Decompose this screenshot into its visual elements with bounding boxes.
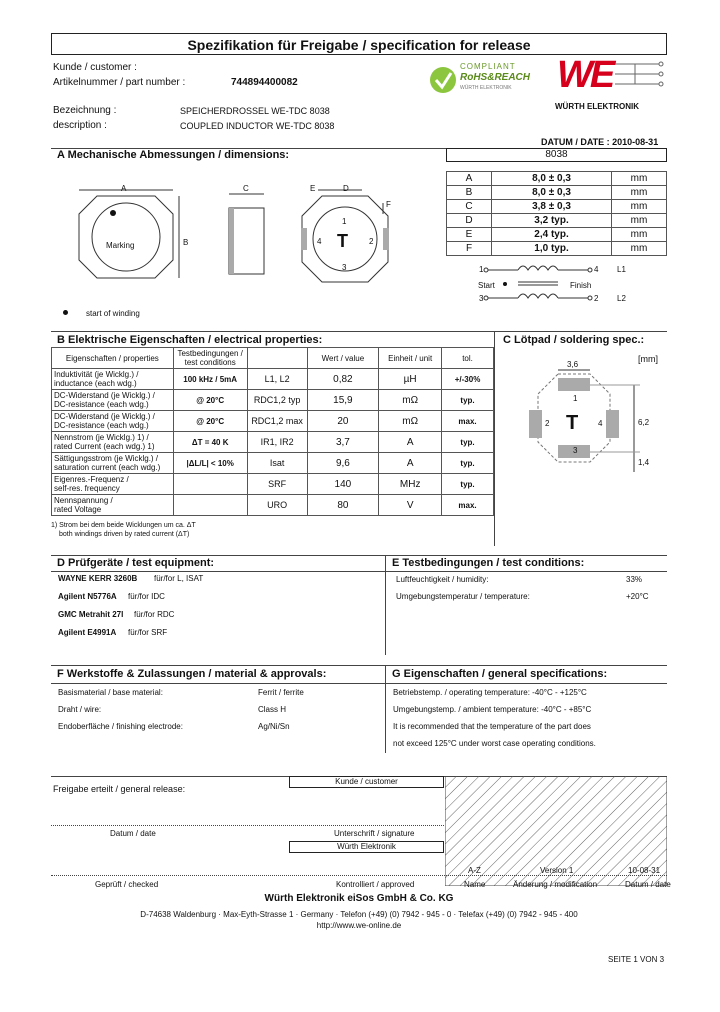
dimension-table: [446, 171, 667, 256]
equipment-name: WAYNE KERR 3260B: [58, 574, 138, 583]
symbol-cell: URO: [247, 495, 307, 516]
electrical-row: [52, 495, 494, 516]
we-logo: [555, 54, 667, 112]
condition-cell: @ 20°C: [173, 411, 247, 432]
section-e-divider: [385, 555, 386, 655]
start-winding-dot: [63, 310, 68, 315]
rev-name: A-Z: [468, 866, 481, 875]
value-cell: 80: [307, 495, 379, 516]
equipment-use: für/for SRF: [128, 628, 168, 637]
general-spec-line: not exceed 125°C under worst case operating conditions.: [393, 739, 596, 748]
dim-value: 8,0 ± 0,3: [492, 186, 612, 200]
electrical-row: [52, 390, 494, 411]
pad-2-a: 2: [369, 237, 374, 246]
property-en: DC-resistance (each wdg.): [54, 421, 149, 430]
page-number: SEITE 1 VON 3: [608, 955, 665, 964]
material-value: Class H: [258, 705, 287, 714]
section-c-divider: [494, 331, 495, 546]
dimension-row: [447, 200, 667, 214]
symbol-cell: L1, L2: [247, 369, 307, 390]
electrical-header-cell: Wert / value: [307, 348, 379, 369]
section-a-title: A Mechanische Abmessungen / dimensions:: [57, 149, 290, 161]
condition-cell: ΔT = 40 K: [173, 432, 247, 453]
section-f-line: [51, 665, 667, 666]
unit-cell: MHz: [379, 474, 442, 495]
dim-label-f: F: [386, 200, 391, 209]
property-de: Nennstrom (je Wicklg.) 1) /: [54, 433, 149, 442]
value-cell: 3,7: [307, 432, 379, 453]
section-d-subline: [51, 571, 667, 572]
rohs-line3: WÜRTH ELEKTRONIK: [460, 85, 512, 91]
general-spec-line: Betriebstemp. / operating temperature: -40°C - +125°C: [393, 688, 587, 697]
symbol-cell: SRF: [247, 474, 307, 495]
equipment-name: GMC Metrahit 27I: [58, 610, 124, 619]
electrical-row: [52, 474, 494, 495]
description-value: COUPLED INDUCTOR WE-TDC 8038: [180, 121, 335, 131]
bezeichnung-label: Bezeichnung :: [53, 105, 117, 116]
dim-unit: mm: [612, 214, 667, 228]
property-de: Induktivität (je Wicklg.) /: [54, 370, 139, 379]
symbol-cell: RDC1,2 max: [247, 411, 307, 432]
pad-dim-3: 1,4: [638, 458, 650, 467]
rev-change: Version 1: [540, 866, 574, 875]
dim-key: D: [447, 214, 492, 228]
dim-label-d: D: [343, 184, 349, 193]
condition-value: +20°C: [626, 592, 649, 601]
electrical-header-cell: Einheit / unit: [379, 348, 442, 369]
symbol-cell: Isat: [247, 453, 307, 474]
value-cell: 0,82: [307, 369, 379, 390]
electrical-table: [51, 347, 494, 516]
tolerance-cell: typ.: [442, 390, 494, 411]
customer-header: Kunde / customer: [335, 777, 398, 786]
unit-cell: mΩ: [379, 390, 442, 411]
dim-key: B: [447, 186, 492, 200]
dim-label-a: A: [121, 184, 127, 193]
pad-1-a: 1: [342, 217, 347, 226]
pad-4-c: 4: [598, 419, 603, 428]
bezeichnung-value: SPEICHERDROSSEL WE-TDC 8038: [180, 106, 330, 116]
property-en: rated Current (each wdg.) 1): [54, 442, 155, 451]
pad-dim-1: 3,6: [567, 360, 579, 369]
value-cell: 9,6: [307, 453, 379, 474]
section-g-title: G Eigenschaften / general specifications:: [392, 668, 608, 680]
electrical-header-row: [52, 348, 494, 369]
rohs-badge: [428, 62, 540, 96]
release-label: Freigabe erteilt / general release:: [53, 784, 186, 794]
electrical-row: [52, 432, 494, 453]
section-e-title: E Testbedingungen / test conditions:: [392, 557, 585, 569]
unit-cell: V: [379, 495, 442, 516]
value-cell: 20: [307, 411, 379, 432]
property-en: saturation current (each wdg.): [54, 463, 161, 472]
rohs-line1: COMPLIANT: [460, 62, 516, 71]
schem-finish: Finish: [570, 281, 592, 290]
pad-1-c: 1: [573, 394, 578, 403]
dimension-row: [447, 186, 667, 200]
tolerance-cell: max.: [442, 495, 494, 516]
section-d-title: D Prüfgeräte / test equipment:: [57, 557, 215, 569]
section-b-title: B Elektrische Eigenschaften / electrical properties:: [57, 334, 323, 346]
pad-center-c: T: [566, 412, 579, 434]
dim-label-c: C: [243, 184, 249, 193]
section-g-divider: [385, 665, 386, 753]
footer-company: Würth Elektronik eiSos GmbH & Co. KG: [264, 893, 454, 904]
pad-2-c: 2: [545, 419, 550, 428]
condition-cell: [173, 495, 247, 516]
property-cell: [52, 432, 174, 453]
tolerance-cell: typ.: [442, 453, 494, 474]
dim-unit: mm: [612, 228, 667, 242]
property-de: DC-Widerstand (je Wicklg.) /: [54, 391, 155, 400]
schem-l2: L2: [617, 294, 626, 303]
approved-label: Kontrolliert / approved: [336, 880, 415, 889]
dim-unit: mm: [612, 186, 667, 200]
property-cell: [52, 411, 174, 432]
equipment-use: für/for L, ISAT: [154, 574, 204, 583]
circuit-lines-icon: [615, 58, 665, 98]
partnumber-label: Artikelnummer / part number :: [53, 77, 186, 88]
unit-cell: A: [379, 432, 442, 453]
partnumber-value: 744894400082: [231, 77, 298, 88]
property-en: DC-resistance (each wdg.): [54, 400, 149, 409]
rev-date-label: Datum / date: [625, 880, 671, 889]
coupled-inductor-schematic: [478, 262, 638, 306]
section-c-title: C Lötpad / soldering spec.:: [503, 334, 645, 346]
general-spec-line: Umgebungstemp. / ambient temperature: -40°C - +85°C: [393, 705, 592, 714]
dimension-row: [447, 242, 667, 256]
dim-unit: mm: [612, 172, 667, 186]
property-en: self-res. frequency: [54, 484, 120, 493]
rev-change-label: Änderung / modification: [513, 880, 598, 889]
dim-value: 8,0 ± 0,3: [492, 172, 612, 186]
rohs-check-icon: [428, 64, 458, 96]
value-cell: 140: [307, 474, 379, 495]
we-header: Würth Elektronik: [337, 842, 396, 851]
electrical-row: [52, 411, 494, 432]
section-f-subline: [51, 683, 667, 684]
symbol-cell: IR1, IR2: [247, 432, 307, 453]
condition-cell: 100 kHz / 5mA: [173, 369, 247, 390]
date-line-1: [51, 825, 444, 826]
material-value: Ferrit / ferrite: [258, 688, 304, 697]
condition-label: Luftfeuchtigkeit / humidity:: [396, 575, 489, 584]
property-cell: [52, 453, 174, 474]
dim-unit: mm: [612, 242, 667, 256]
material-label: Endoberfläche / finishing electrode:: [58, 722, 183, 731]
dimension-row: [447, 214, 667, 228]
pad-4-a: 4: [317, 237, 322, 246]
pad-3-a: 3: [342, 263, 347, 272]
tolerance-cell: typ.: [442, 474, 494, 495]
property-de: Eigenres.-Frequenz /: [54, 475, 129, 484]
brand-name: WÜRTH ELEKTRONIK: [555, 102, 639, 111]
condition-value: 33%: [626, 575, 643, 584]
condition-cell: [173, 474, 247, 495]
checked-label: Geprüft / checked: [95, 880, 159, 889]
condition-label: Umgebungstemperatur / temperature:: [396, 592, 530, 601]
rev-date: 10-08-31: [628, 866, 661, 875]
material-label: Draht / wire:: [58, 705, 102, 714]
property-en: inductance (each wdg.): [54, 379, 137, 388]
dim-label-e: E: [310, 184, 316, 193]
footnote-1: 1) Strom bei dem beide Wicklungen um ca. ΔT: [51, 522, 196, 529]
electrical-row: [52, 369, 494, 390]
customer-label: Kunde / customer :: [53, 62, 137, 73]
pad-dim-2: 6,2: [638, 418, 650, 427]
electrical-row: [52, 453, 494, 474]
property-de: Nennspannung /: [54, 496, 113, 505]
schem-l1: L1: [617, 265, 626, 274]
property-en: rated Voltage: [54, 505, 102, 514]
equipment-use: für/for RDC: [134, 610, 175, 619]
dim-key: C: [447, 200, 492, 214]
dim-value: 2,4 typ.: [492, 228, 612, 242]
schem-n3: 3: [479, 294, 484, 303]
tolerance-cell: max.: [442, 411, 494, 432]
marking-label: Marking: [106, 241, 135, 250]
rohs-line2: RoHS&REACH: [460, 72, 530, 83]
pad-3-c: 3: [573, 446, 578, 455]
date-label-1: Datum / date: [110, 829, 156, 838]
description-label: description :: [53, 120, 107, 131]
dim-key: E: [447, 228, 492, 242]
general-spec-line: It is recommended that the temperature of the part does: [393, 722, 591, 731]
property-cell: [52, 390, 174, 411]
electrical-header-cell: tol.: [442, 348, 494, 369]
section-b-line: [51, 331, 667, 332]
condition-cell: |ΔL/L| < 10%: [173, 453, 247, 474]
we-logo-mark: WE: [557, 54, 613, 96]
equipment-use: für/for IDC: [128, 592, 165, 601]
dim-unit: mm: [612, 200, 667, 214]
signature-label: Unterschrift / signature: [334, 829, 415, 838]
date-value: DATUM / DATE : 2010-08-31: [541, 137, 659, 147]
unit-cell: µH: [379, 369, 442, 390]
material-label: Basismaterial / base material:: [58, 688, 163, 697]
dim-key: A: [447, 172, 492, 186]
unit-cell: A: [379, 453, 442, 474]
page-title: Spezifikation für Freigabe / specification for release: [187, 37, 531, 53]
checked-line: [51, 875, 667, 876]
schem-n1: 1: [479, 265, 484, 274]
material-value: Ag/Ni/Sn: [258, 722, 290, 731]
schem-n4: 4: [594, 265, 599, 274]
dimension-row: [447, 228, 667, 242]
equipment-name: Agilent N5776A: [58, 592, 117, 601]
dimension-row: [447, 172, 667, 186]
rev-name-label: Name: [464, 880, 486, 889]
value-cell: 15,9: [307, 390, 379, 411]
section-d-line: [51, 555, 667, 556]
property-de: DC-Widerstand (je Wicklg.) /: [54, 412, 155, 421]
unit-cell: mΩ: [379, 411, 442, 432]
electrical-header-cell: Eigenschaften / properties: [52, 348, 174, 369]
size-value: 8038: [545, 149, 568, 160]
condition-cell: @ 20°C: [173, 390, 247, 411]
footnote-2: both windings driven by rated current (ΔT): [59, 531, 190, 538]
electrical-header-cell: Testbedingungen / test conditions: [173, 348, 247, 369]
property-cell: [52, 369, 174, 390]
dim-key: F: [447, 242, 492, 256]
property-de: Sättigungsstrom (je Wicklg.) /: [54, 454, 159, 463]
pad-center-a: T: [337, 231, 348, 251]
schem-start: Start: [478, 281, 495, 290]
property-cell: [52, 495, 174, 516]
tolerance-cell: +/-30%: [442, 369, 494, 390]
schem-n2: 2: [594, 294, 599, 303]
section-f-title: F Werkstoffe & Zulassungen / material & approvals:: [57, 668, 327, 680]
symbol-cell: RDC1,2 typ: [247, 390, 307, 411]
dim-label-b: B: [183, 238, 189, 247]
footer-address: D-74638 Waldenburg · Max-Eyth-Strasse 1 · Germany · Telefon (+49) (0) 7942 - 945 - 0 · Telefax (+49) (0) 7942 - 945 - 400: [140, 910, 578, 919]
dim-value: 3,2 typ.: [492, 214, 612, 228]
start-winding-label: start of winding: [86, 309, 140, 318]
dim-value: 1,0 typ.: [492, 242, 612, 256]
electrical-header-cell: [247, 348, 307, 369]
tolerance-cell: typ.: [442, 432, 494, 453]
unit-mm: [mm]: [638, 354, 658, 364]
property-cell: [52, 474, 174, 495]
equipment-name: Agilent E4991A: [58, 628, 117, 637]
dim-value: 3,8 ± 0,3: [492, 200, 612, 214]
footer-url: http://www.we-online.de: [316, 921, 402, 930]
